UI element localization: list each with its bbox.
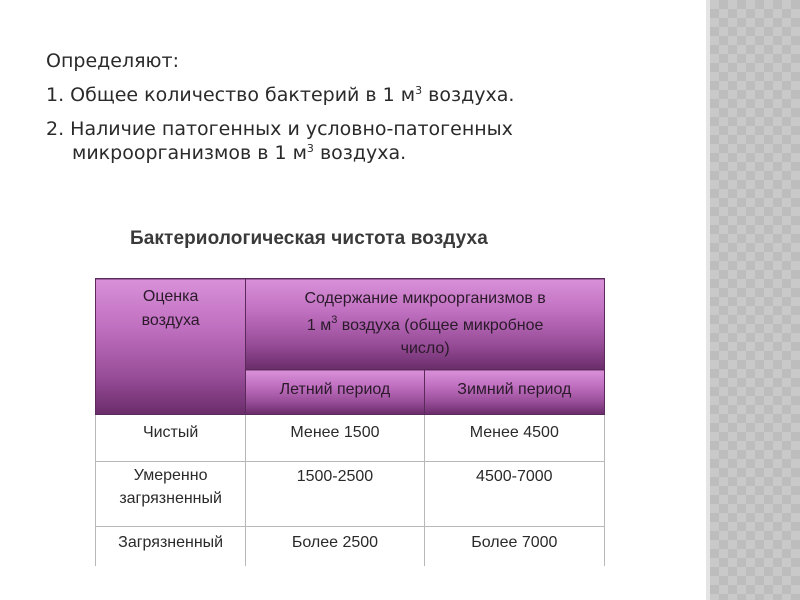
table-row	[96, 527, 605, 566]
table-row	[96, 415, 605, 462]
cell-winter: Более 7000	[424, 527, 604, 566]
air-purity-table	[95, 278, 605, 566]
cell-rating: Загрязненный	[96, 527, 246, 566]
table-row	[96, 462, 605, 527]
header-winter-period: Зимний период	[424, 370, 604, 415]
decorative-side-panel	[710, 0, 800, 600]
table-title: Бактериологическая чистота воздуха	[130, 228, 488, 249]
cell-summer: 1500-2500	[246, 462, 424, 527]
header-air-rating: Оценка воздуха	[96, 279, 246, 415]
intro-item-1: 1. Общее количество бактерий в 1 $м^3$ воздуха.	[46, 84, 515, 106]
cell-summer: Менее 1500	[246, 415, 424, 462]
intro-heading: Определяют:	[46, 50, 179, 72]
cell-rating: Умеренно загрязненный	[96, 462, 246, 527]
cell-winter: 4500-7000	[424, 462, 604, 527]
cell-winter: Менее 4500	[424, 415, 604, 462]
header-microorganism-content: Содержание микроорганизмов в 1 $м^3$ воздуха (общее микробное число)	[246, 279, 605, 370]
intro-item-2-line-1: 2. Наличие патогенных и условно-патогенных	[46, 118, 513, 140]
cell-rating: Чистый	[96, 415, 246, 462]
cell-summer: Более 2500	[246, 527, 424, 566]
intro-item-2-line-2: микроорганизмов в 1 $м^3$ воздуха.	[72, 142, 407, 164]
intro-text	[46, 44, 686, 164]
header-summer-period: Летний период	[246, 370, 424, 415]
